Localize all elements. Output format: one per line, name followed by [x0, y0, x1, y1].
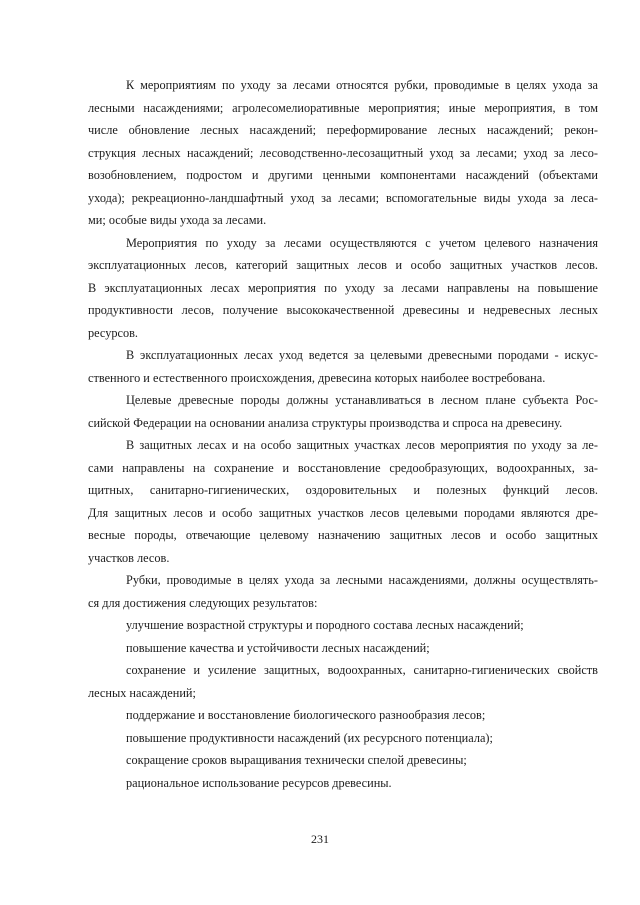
text-line: ственного и естественного происхождения, древесина которых наиболее востребована.: [88, 370, 546, 385]
list-item: [88, 749, 598, 772]
text-line: сами направлены на сохранение и восстановление средообразующих, водоохранных, за-: [88, 460, 598, 475]
list-item: [88, 614, 598, 637]
text-line: рациональное использование ресурсов древесины.: [126, 775, 392, 790]
text-line: В эксплуатационных лесах мероприятия по уходу за лесами направлены на повышение: [88, 280, 598, 295]
text-line: лесными насаждениями; агролесомелиоративные мероприятия; иные мероприятия, в том: [88, 100, 598, 115]
text-line: Рубки, проводимые в целях ухода за лесными насаждениями, должны осуществлять-: [126, 573, 598, 587]
text-line: числе обновление лесных насаждений; переформирование лесных насаждений; рекон-: [88, 123, 598, 137]
paragraph: [88, 232, 598, 345]
text-line: продуктивности лесов, получение высококачественной древесины и недревесных лесных: [88, 303, 598, 317]
text-line: возобновлением, подростом и другими ценными компонентами насаждений (объектами: [88, 168, 598, 182]
list-item: [88, 637, 598, 660]
paragraph: [88, 74, 598, 232]
text-line: ресурсов.: [88, 325, 138, 340]
text-line: сохранение и усиление защитных, водоохранных, санитарно-гигиенических свойств: [126, 663, 598, 677]
list-item: [88, 727, 598, 750]
text-line: сийской Федерации на основании анализа структуры производства и спроса на древесину.: [88, 415, 563, 430]
paragraph: [88, 434, 598, 569]
text-line: весные породы, отвечающие целевому назначению защитных лесов и особо защитных: [88, 528, 598, 542]
list-item: [88, 659, 598, 704]
text-line: щитных, санитарно-гигиенических, оздоровительных и полезных функций лесов.: [88, 483, 598, 497]
text-line: струкция лесных насаждений; лесоводственно-лесозащитный уход за лесами; уход за лесо-: [88, 145, 598, 160]
list-item: [88, 772, 598, 795]
text-line: Мероприятия по уходу за лесами осуществляются с учетом целевого назначения: [126, 235, 598, 250]
text-line: В защитных лесах и на особо защитных участках лесов мероприятия по уходу за ле-: [126, 438, 598, 452]
text-line: Целевые древесные породы должны устанавливаться в лесном плане субъекта Рос-: [126, 393, 598, 407]
page-number: 231: [311, 832, 329, 846]
text-line: эксплуатационных лесов, категорий защитных лесов и особо защитных участков лесов.: [88, 258, 598, 272]
text-line: участков лесов.: [88, 550, 170, 565]
text-line: К мероприятиям по уходу за лесами относятся рубки, проводимые в целях ухода за: [126, 78, 598, 92]
list-item: [88, 704, 598, 727]
text-line: сокращение сроков выращивания технически спелой древесины;: [126, 753, 467, 767]
paragraph: [88, 569, 598, 614]
paragraph: [88, 389, 598, 434]
text-line: ми; особые виды ухода за лесами.: [88, 213, 267, 227]
paragraph: [88, 344, 598, 389]
text-line: лесных насаждений;: [88, 685, 196, 700]
text-line: улучшение возрастной структуры и породного состава лесных насаждений;: [126, 618, 524, 632]
text-line: ухода); рекреационно-ландшафтный уход за лесами; вспомогательные виды ухода за леса-: [88, 190, 598, 205]
text-line: повышение продуктивности насаждений (их ресурсного потенциала);: [126, 730, 493, 745]
text-line: Для защитных лесов и особо защитных участков лесов целевыми породами являются дре-: [88, 505, 598, 520]
text-line: В эксплуатационных лесах уход ведется за целевыми древесными породами - искус-: [126, 348, 598, 362]
text-line: поддержание и восстановление биологического разнообразия лесов;: [126, 708, 486, 722]
text-line: ся для достижения следующих результатов:: [88, 595, 318, 610]
text-line: повышение качества и устойчивости лесных насаждений;: [126, 640, 430, 655]
body-text: [88, 74, 598, 794]
